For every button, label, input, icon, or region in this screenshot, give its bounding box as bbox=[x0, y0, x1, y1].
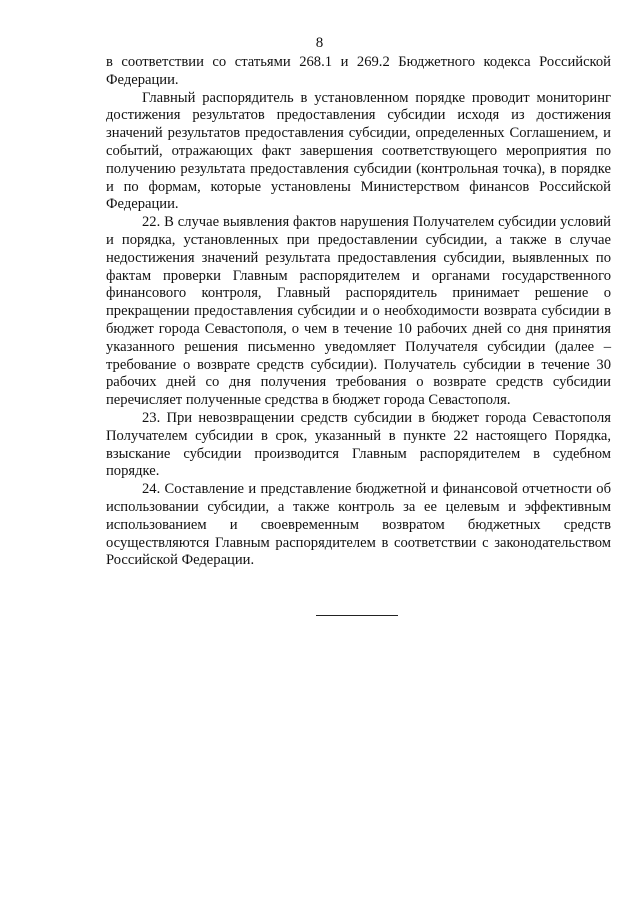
page-number: 8 bbox=[315, 35, 324, 51]
document-body bbox=[106, 54, 611, 570]
end-divider-line bbox=[316, 615, 398, 616]
paragraph-22: 22. В случае выявления фактов нарушения Получателем субсидии условий и порядка, установленных при предоставлении субсидии, а также в случае недостижения значений результата предоставления субсидии, выявленных по фактам проверки Главным распорядителем и органами государственного финансового контроля, Главный распорядитель принимает решение о прекращении предоставления субсидии и о необходимости возврата субсидии в бюджет города Севастополя, о чем в течение 10 рабочих дней со дня принятия указанного решения письменно уведомляет Получателя субсидии (далее – требование о возврате средств субсидии). Получатель субсидии в течение 30 рабочих дней со дня получения требования о возврате средств субсидии перечисляет полученные средства в бюджет города Севастополя. bbox=[106, 214, 611, 409]
paragraph-24: 24. Составление и представление бюджетной и финансовой отчетности об использовании субсидии, а также контроль за ее целевым и эффективным использованием и своевременным возвратом бюджетных средств осуществляются Главным распорядителем в соответствии с законодательством Российской Федерации. bbox=[106, 481, 611, 569]
paragraph-continuation: в соответствии со статьями 268.1 и 269.2 Бюджетного кодекса Российской Федерации. bbox=[106, 54, 611, 88]
paragraph-monitoring: Главный распорядитель в установленном порядке проводит мониторинг достижения результатов предоставления субсидии исходя из достижения значений результатов предоставления субсидии, определенных Соглашением, и событий, отражающих факт завершения соответствующего мероприятия по получению результата предоставления субсидии (контрольная точка), в порядке и по формам, которые установлены Министерством финансов Российской Федерации. bbox=[106, 89, 611, 213]
paragraph-23: 23. При невозвращении средств субсидии в бюджет города Севастополя Получателем субсидии в срок, указанный в пункте 22 настоящего Порядка, взыскание субсидии производится Главным распорядителем в судебном порядке. bbox=[106, 409, 611, 480]
